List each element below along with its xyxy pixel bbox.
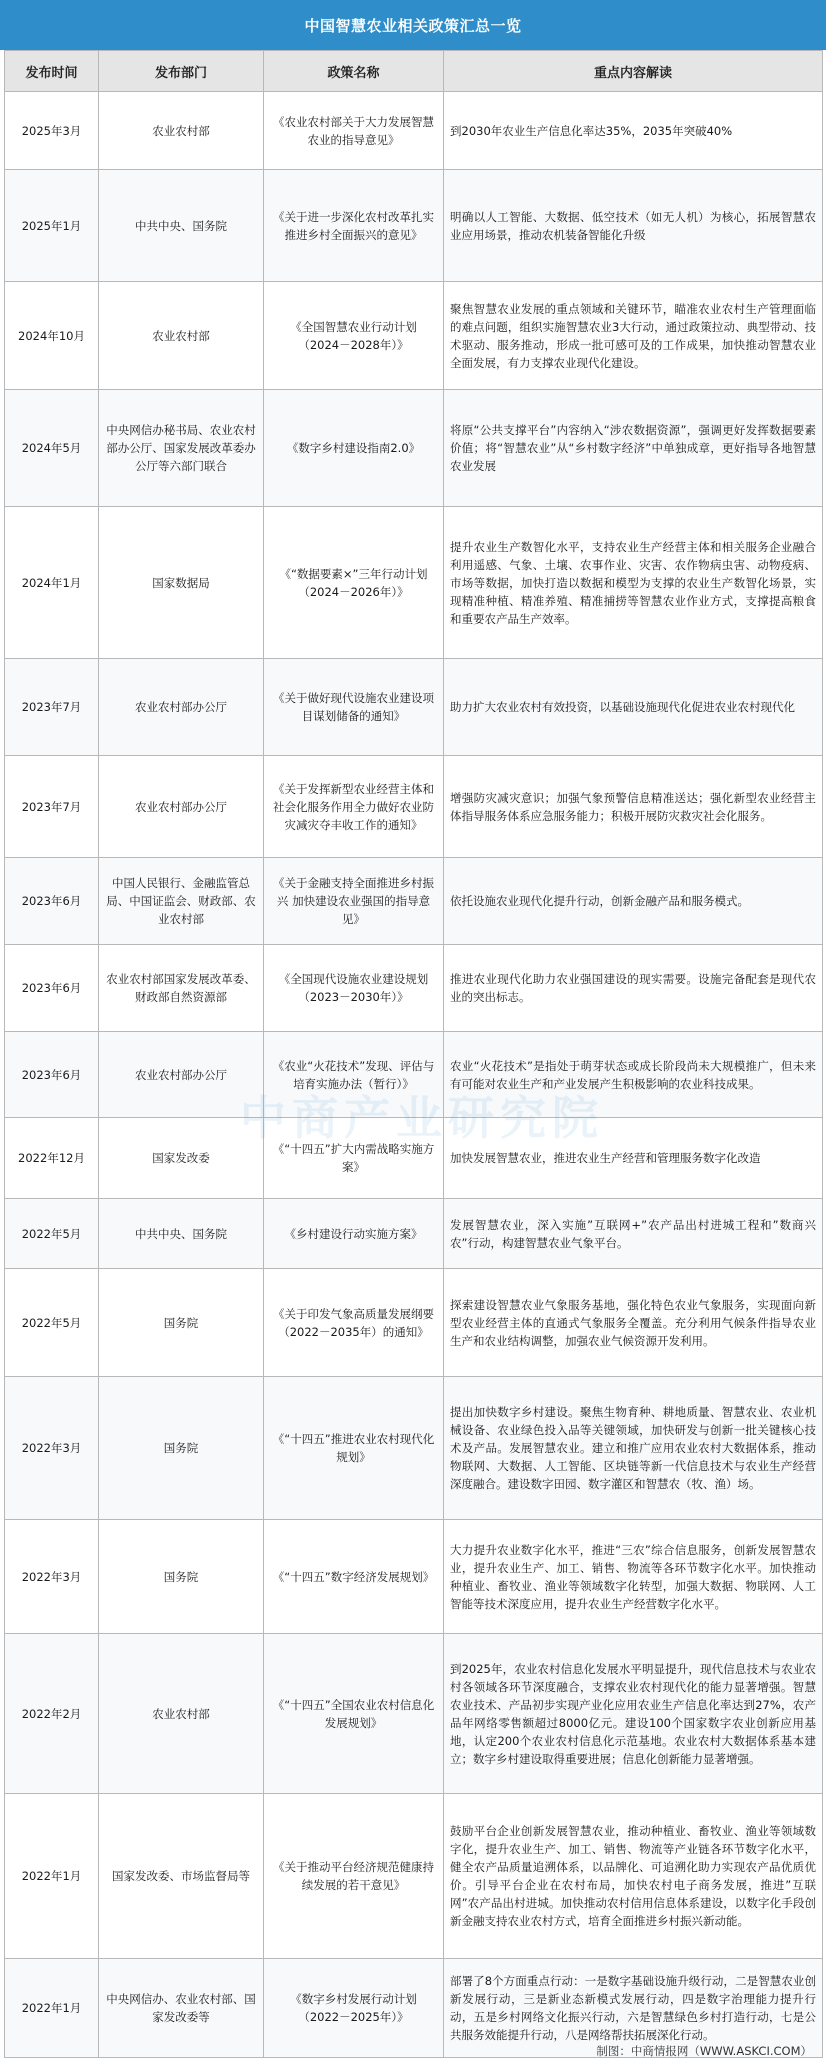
cell-date: 2023年7月 <box>5 756 99 858</box>
cell-department: 中央网信办秘书局、农业农村部办公厅、国家发展改革委办公厅等六部门联合 <box>99 390 264 507</box>
cell-policy-name: 《“数据要素×”三年行动计划（2024－2026年）》 <box>264 507 444 659</box>
cell-policy-name: 《“十四五”数字经济发展规划》 <box>264 1520 444 1634</box>
cell-policy-name: 《关于金融支持全面推进乡村振兴 加快建设农业强国的指导意见》 <box>264 858 444 945</box>
cell-policy-name: 《农业农村部关于大力发展智慧农业的指导意见》 <box>264 92 444 170</box>
cell-date: 2023年6月 <box>5 945 99 1032</box>
table-row <box>5 1377 823 1520</box>
cell-policy-name: 《关于做好现代设施农业建设项目谋划储备的通知》 <box>264 659 444 756</box>
cell-key-content: 助力扩大农业农村有效投资，以基础设施现代化促进农业农村现代化 <box>444 659 823 756</box>
cell-department: 农业农村部 <box>99 282 264 390</box>
cell-date: 2023年6月 <box>5 858 99 945</box>
table-row <box>5 507 823 659</box>
cell-date: 2022年1月 <box>5 1794 99 1959</box>
cell-date: 2022年12月 <box>5 1118 99 1199</box>
cell-department: 国务院 <box>99 1377 264 1520</box>
cell-date: 2022年2月 <box>5 1634 99 1794</box>
cell-department: 国家发改委 <box>99 1118 264 1199</box>
table-row <box>5 1032 823 1118</box>
cell-policy-name: 《农业“火花技术”发现、评估与培育实施办法（暂行）》 <box>264 1032 444 1118</box>
cell-key-content: 依托设施农业现代化提升行动，创新金融产品和服务模式。 <box>444 858 823 945</box>
cell-key-content: 农业“火花技术”是指处于萌芽状态或成长阶段尚未大规模推广，但未来有可能对农业生产和产业发展产生积极影响的农业科技成果。 <box>444 1032 823 1118</box>
table-row <box>5 1634 823 1794</box>
cell-policy-name: 《全国现代设施农业建设规划（2023－2030年）》 <box>264 945 444 1032</box>
cell-date: 2022年3月 <box>5 1520 99 1634</box>
header-department: 发布部门 <box>99 51 264 92</box>
cell-department: 农业农村部 <box>99 1634 264 1794</box>
cell-department: 国务院 <box>99 1520 264 1634</box>
cell-date: 2024年1月 <box>5 507 99 659</box>
cell-department: 农业农村部国家发展改革委、财政部自然资源部 <box>99 945 264 1032</box>
table-row <box>5 1269 823 1377</box>
header-date: 发布时间 <box>5 51 99 92</box>
table-row <box>5 1199 823 1269</box>
cell-department: 农业农村部办公厅 <box>99 756 264 858</box>
cell-policy-name: 《“十四五”全国农业农村信息化发展规划》 <box>264 1634 444 1794</box>
cell-key-content: 加快发展智慧农业，推进农业生产经营和管理服务数字化改造 <box>444 1118 823 1199</box>
cell-date: 2023年7月 <box>5 659 99 756</box>
watermark: 中商产业研究院 <box>240 1091 604 1145</box>
cell-key-content: 鼓励平台企业创新发展智慧农业，推动种植业、畜牧业、渔业等领域数字化，提升农业生产、加工、销售、物流等产业链各环节数字化水平，健全农产品质量追溯体系，以品牌化、可追溯化助力实现农产品优质优价。引导平台企业在农村布局，加快农村电子商务发展，推进”互联网”农产品出村进城。加快推动农村信用信息体系建设，以数字化手段创新金融支持农业农村方式，培育全面推进乡村振兴新动能。 <box>444 1794 823 1959</box>
table-row <box>5 1118 823 1199</box>
cell-policy-name: 《“十四五”推进农业农村现代化规划》 <box>264 1377 444 1520</box>
cell-policy-name: 《“十四五”扩大内需战略实施方案》 <box>264 1118 444 1199</box>
cell-date: 2024年10月 <box>5 282 99 390</box>
source-credit: 制图：中商情报网（WWW.ASKCI.COM） <box>596 2044 812 2058</box>
cell-department: 中共中央、国务院 <box>99 1199 264 1269</box>
cell-key-content: 提升农业生产数智化水平，支持农业生产经营主体和相关服务企业融合利用遥感、气象、土壤、农事作业、灾害、农作物病虫害、动物疫病、市场等数据，加快打造以数据和模型为支撑的农业生产数智化场景，实现精准种植、精准养殖、精准捕捞等智慧农业作业方式，支撑提高粮食和重要农产品生产效率。 <box>444 507 823 659</box>
table-header-row <box>5 51 823 92</box>
cell-key-content: 推进农业现代化助力农业强国建设的现实需要。设施完备配套是现代农业的突出标志。 <box>444 945 823 1032</box>
cell-date: 2023年6月 <box>5 1032 99 1118</box>
table-row <box>5 1794 823 1959</box>
cell-policy-name: 《数字乡村建设指南2.0》 <box>264 390 444 507</box>
table-row <box>5 1520 823 1634</box>
cell-date: 2022年5月 <box>5 1269 99 1377</box>
cell-key-content: 增强防灾减灾意识；加强气象预警信息精准送达；强化新型农业经营主体指导服务体系应急服务能力；积极开展防灾救灾社会化服务。 <box>444 756 823 858</box>
cell-date: 2022年3月 <box>5 1377 99 1520</box>
cell-key-content: 大力提升农业数字化水平，推进“三农”综合信息服务，创新发展智慧农业，提升农业生产、加工、销售、物流等各环节数字化水平。加快推动种植业、畜牧业、渔业等领域数字化转型，加强大数据、物联网、人工智能等技术深度应用，提升农业生产经营数字化水平。 <box>444 1520 823 1634</box>
table-row <box>5 659 823 756</box>
cell-date: 2025年3月 <box>5 92 99 170</box>
cell-policy-name: 《乡村建设行动实施方案》 <box>264 1199 444 1269</box>
page-title: 中国智慧农业相关政策汇总一览 <box>0 0 826 50</box>
cell-policy-name: 《全国智慧农业行动计划（2024－2028年）》 <box>264 282 444 390</box>
cell-department: 农业农村部办公厅 <box>99 659 264 756</box>
table-row <box>5 282 823 390</box>
policy-table <box>4 50 823 2058</box>
cell-key-content: 将原“公共支撑平台”内容纳入“涉农数据资源”，强调更好发挥数据要素价值；将“智慧农业”从“乡村数字经济”中单独成章，更好指导各地智慧农业发展 <box>444 390 823 507</box>
table-row <box>5 92 823 170</box>
cell-department: 农业农村部办公厅 <box>99 1032 264 1118</box>
cell-key-content: 明确以人工智能、大数据、低空技术（如无人机）为核心，拓展智慧农业应用场景，推动农机装备智能化升级 <box>444 170 823 282</box>
cell-department: 国家发改委、市场监督局等 <box>99 1794 264 1959</box>
table-row <box>5 170 823 282</box>
table-row <box>5 858 823 945</box>
cell-department: 中国人民银行、金融监管总局、中国证监会、财政部、农业农村部 <box>99 858 264 945</box>
table-row <box>5 390 823 507</box>
cell-policy-name: 《关于发挥新型农业经营主体和社会化服务作用全力做好农业防灾减灾夺丰收工作的通知》 <box>264 756 444 858</box>
cell-department: 中央网信办、农业农村部、国家发改委等 <box>99 1959 264 2058</box>
cell-key-content: 提出加快数字乡村建设。聚焦生物育种、耕地质量、智慧农业、农业机械设备、农业绿色投入品等关键领域，加快研发与创新一批关键核心技术及产品。发展智慧农业。建立和推广应用农业农村大数据体系，推动物联网、大数据、人工智能、区块链等新一代信息技术与农业生产经营深度融合。建设数字田园、数字灌区和智慧农（牧、渔）场。 <box>444 1377 823 1520</box>
cell-policy-name: 《关于进一步深化农村改革扎实推进乡村全面振兴的意见》 <box>264 170 444 282</box>
cell-department: 中共中央、国务院 <box>99 170 264 282</box>
cell-department: 国务院 <box>99 1269 264 1377</box>
cell-key-content: 发展智慧农业，深入实施”互联网+”农产品出村进城工程和”数商兴农”行动，构建智慧农业气象平台。 <box>444 1199 823 1269</box>
cell-policy-name: 《关于印发气象高质量发展纲要（2022－2035年）的通知》 <box>264 1269 444 1377</box>
cell-policy-name: 《数字乡村发展行动计划（2022－2025年）》 <box>264 1959 444 2058</box>
table-row <box>5 945 823 1032</box>
header-key-content: 重点内容解读 <box>444 51 823 92</box>
cell-date: 2025年1月 <box>5 170 99 282</box>
cell-key-content: 部署了8个方面重点行动：一是数字基础设施升级行动，二是智慧农业创新发展行动，三是新业态新模式发展行动，四是数字治理能力提升行动，五是乡村网络文化振兴行动，六是智慧绿色乡村打造行动，七是公共服务效能提升行动，八是网络帮扶拓展深化行动。 <box>444 1959 823 2058</box>
cell-key-content: 到2030年农业生产信息化率达35%，2035年突破40% <box>444 92 823 170</box>
header-policy-name: 政策名称 <box>264 51 444 92</box>
cell-department: 农业农村部 <box>99 92 264 170</box>
cell-policy-name: 《关于推动平台经济规范健康持续发展的若干意见》 <box>264 1794 444 1959</box>
cell-date: 2022年1月 <box>5 1959 99 2058</box>
cell-key-content: 聚焦智慧农业发展的重点领域和关键环节，瞄准农业农村生产管理面临的难点问题，组织实施智慧农业3大行动，通过政策拉动、典型带动、技术驱动、服务推动，形成一批可感可及的工作成果，加快推动智慧农业全面发展，有力支撑农业现代化建设。 <box>444 282 823 390</box>
cell-key-content: 到2025年，农业农村信息化发展水平明显提升，现代信息技术与农业农村各领域各环节深度融合，支撑农业农村现代化的能力显著增强。智慧农业技术、产品初步实现产业化应用农业生产信息化率达到27%，农产品年网络零售额超过8000亿元。建设100个国家数字农业创新应用基地，认定200个农业农村信息化示范基地。农业农村大数据体系基本建立；数字乡村建设取得重要进展；信息化创新能力显著增强。 <box>444 1634 823 1794</box>
cell-date: 2022年5月 <box>5 1199 99 1269</box>
table-row <box>5 756 823 858</box>
cell-department: 国家数据局 <box>99 507 264 659</box>
cell-date: 2024年5月 <box>5 390 99 507</box>
cell-key-content: 探索建设智慧农业气象服务基地，强化特色农业气象服务，实现面向新型农业经营主体的直通式气象服务全覆盖。充分利用气候条件指导农业生产和农业结构调整，加强农业气候资源开发利用。 <box>444 1269 823 1377</box>
